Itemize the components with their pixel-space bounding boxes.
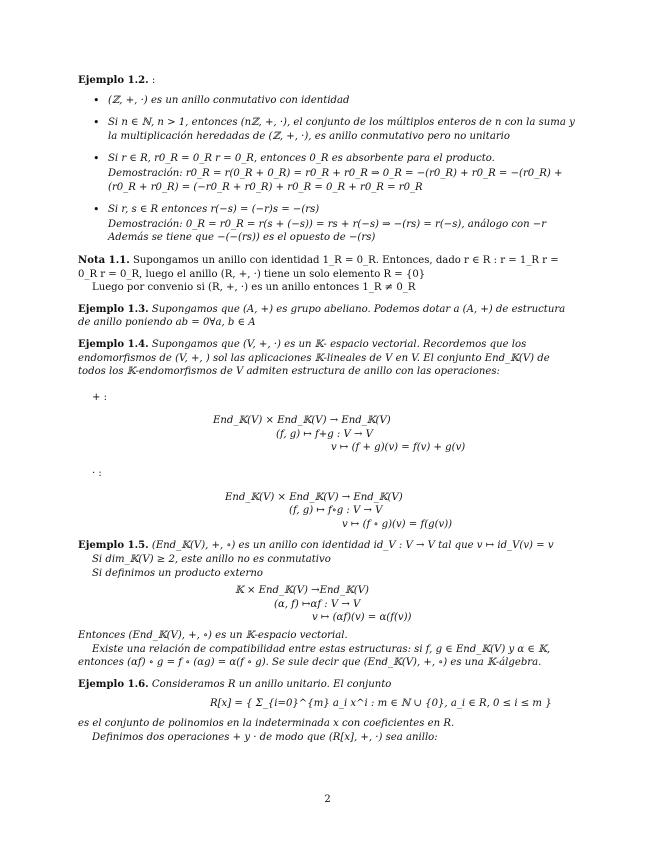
- list-item: [78, 203, 578, 245]
- example-text: Consideramos R un anillo unitario. El conjunto: [148, 678, 392, 690]
- equation-line: End_𝕂(V) × End_𝕂(V) → End_𝕂(V): [225, 491, 403, 503]
- example-title: Ejemplo 1.2.: [78, 75, 149, 86]
- example-list: [78, 94, 578, 245]
- equation-line: v ↦ (f + g)(v) = f(v) + g(v): [331, 442, 466, 454]
- equation-line: v ↦ (αf)(v) = α(f(v)): [312, 612, 412, 624]
- example-1-5: [78, 539, 578, 669]
- example-text: Supongamos que (V, +, ·) es un 𝕂- espacio vectorial. Recordemos que los endomorfismos de (V, +, ) sol las aplicaciones 𝕂-lineales de V en V. El conjunto End_𝕂(V) de todos los 𝕂-endomorfismos de V admiten estructura de anillo con las operaciones:: [78, 338, 550, 378]
- proof: Demostración: 0_R = r0_R = r(s + (−s)) = rs + r(−s) ⇒ −(rs) = r(−s), análogo con −r Además se tiene que −(−(rs)) es el opuesto de −(rs): [108, 218, 547, 244]
- equation-line: (f, g) ↦ f+g : V → V: [276, 428, 373, 440]
- example-line: Si dim_𝕂(V) ≥ 2, este anillo no es conmutativo: [92, 554, 331, 566]
- list-item-text: (ℤ, +, ·) es un anillo conmutativo con identidad: [108, 94, 350, 106]
- list-item: [78, 152, 578, 194]
- equation-line: End_𝕂(V) × End_𝕂(V) → End_𝕂(V): [213, 415, 391, 427]
- equation-line: (α, f) ↦αf : V → V: [274, 598, 361, 610]
- example-text: (End_𝕂(V), +, ∘) es un anillo con identidad id_V : V → V tal que v ↦ id_V(v) = v: [148, 540, 554, 552]
- example-1-2: [78, 74, 578, 245]
- example-1-3: [78, 303, 578, 330]
- example-text: Supongamos que (A, +) es grupo abeliano. Podemos dotar a (A, +) de estructura de anillo poniendo ab = 0∀a, b ∈ A: [78, 303, 566, 329]
- operation-label: · :: [92, 468, 102, 480]
- list-item-text: Si r, s ∈ R entonces r(−s) = (−r)s = −(rs): [108, 204, 320, 216]
- list-item: [78, 94, 578, 108]
- page-body: [78, 74, 578, 752]
- note-text: Supongamos un anillo con identidad 1_R = 0_R. Entonces, dado r ∈ R : r = 1_R r = 0_R r = 0_R, luego el anillo (R, +, ·) tiene un solo elemento R = {0}: [78, 254, 559, 280]
- sum-operation-equation: [78, 414, 578, 455]
- example-title: Ejemplo 1.5.: [78, 540, 149, 552]
- equation-line: 𝕂 × End_𝕂(V) →End_𝕂(V): [235, 585, 369, 597]
- example-1-4: [78, 338, 578, 532]
- list-item-text: Si r ∈ R, r0_R = 0_R r = 0_R, entonces 0_R es absorbente para el producto.: [108, 153, 495, 165]
- example-title: Ejemplo 1.6.: [78, 678, 149, 690]
- list-item-text: Si n ∈ ℕ, n > 1, entonces (nℤ, +, ·), el conjunto de los múltiplos enteros de n con la suma y la multiplicación heredadas de (ℤ, +, ·), es anillo conmutativo pero no unitario: [108, 117, 575, 142]
- list-item: [78, 116, 578, 143]
- equation-line: v ↦ (f ∘ g)(v) = f(g(v)): [342, 518, 453, 530]
- note-1-1: [78, 254, 578, 295]
- example-colon: :: [148, 75, 156, 86]
- operation-label: + :: [92, 391, 108, 403]
- page-number: 2: [324, 794, 331, 805]
- example-line: Entonces (End_𝕂(V), +, ∘) es un 𝕂-espacio vectorial.: [78, 630, 348, 641]
- polynomial-set-equation: R[x] = { Σ_{i=0}^{m} a_i x^i : m ∈ ℕ ∪ {0}, a_i ∈ R, 0 ≤ i ≤ m }: [210, 698, 552, 710]
- example-title: Ejemplo 1.4.: [78, 338, 149, 350]
- proof: Demostración: r0_R = r(0_R + 0_R) = r0_R + r0_R ⇒ 0_R = −(r0_R) + r0_R = −(r0_R) + (r0_R + r0_R) = (−r0_R + r0_R) + r0_R = 0_R + r0_R = r0_R: [108, 167, 563, 193]
- example-line: Definimos dos operaciones + y · de modo que (R[x], +, ·) sea anillo:: [92, 731, 438, 743]
- equation-line: (f, g) ↦ f∘g : V → V: [289, 505, 383, 517]
- external-product-equation: [78, 584, 578, 625]
- example-title: Ejemplo 1.3.: [78, 303, 149, 315]
- product-operation-equation: [78, 491, 578, 532]
- note-line: Luego por convenio si (R, +, ·) es un anillo entonces 1_R ≠ 0_R: [92, 282, 416, 294]
- example-line: Existe una relación de compatibilidad entre estas estructuras: si f, g ∈ End_𝕂(V) y α ∈ 𝕂, entonces (αf) ∘ g = f ∘ (αg) = α(f ∘ g). Se sule decir que (End_𝕂(V), +, ∘) es una 𝕂-álgebra.: [78, 643, 551, 669]
- example-line: es el conjunto de polinomios en la indeterminada x con coeficientes en R.: [78, 717, 455, 729]
- example-1-6: [78, 678, 578, 744]
- example-line: Si definimos un producto externo: [92, 567, 263, 579]
- note-title: Nota 1.1.: [78, 254, 130, 266]
